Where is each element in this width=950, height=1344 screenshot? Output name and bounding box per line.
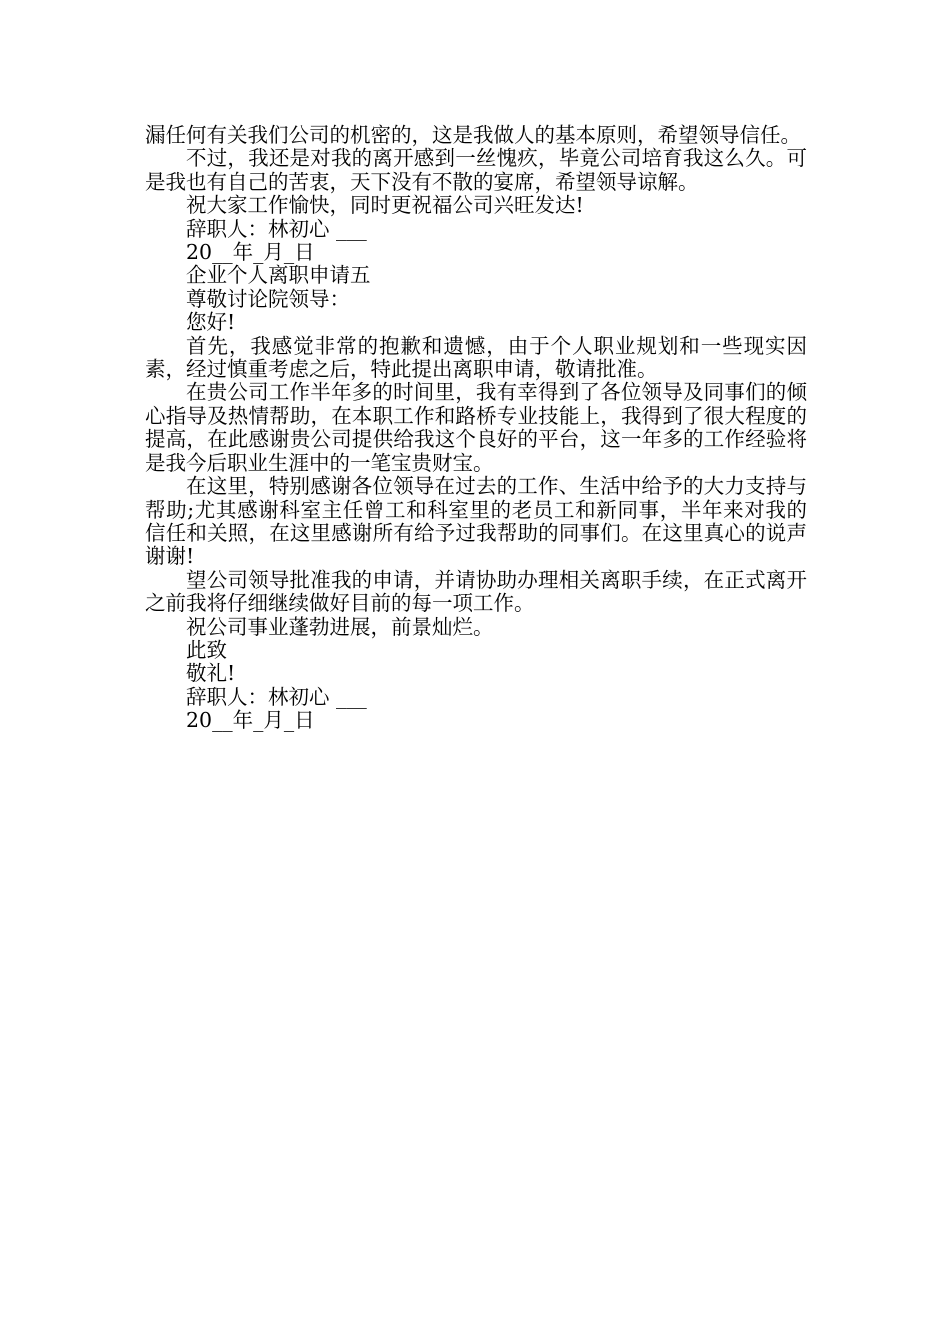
greeting: 您好! (186, 310, 236, 335)
paragraph-wishes-2: 祝公司事业蓬勃进展，前景灿烂。 (186, 614, 494, 639)
date-line-2: 20__年_月_日 (186, 708, 315, 733)
paragraph-request: 望公司领导批准我的申请，并请协助办理相关离职手续，在正式离开之前我将仔细继续做好目前的每一项工作。 (145, 567, 807, 616)
signature-line-1: 辞职人：林初心 ___ (186, 216, 367, 241)
paragraph-wishes-1: 祝大家工作愉快，同时更祝福公司兴旺发达! (186, 193, 584, 218)
paragraph-thanks: 在这里，特别感谢各位领导在过去的工作、生活中给予的大力支持与帮助;尤其感谢科室主任曾工和科室里的老员工和新同事，半年来对我的信任和关照，在这里感谢所有给予过我帮助的同事们。在这里真心的说声谢谢! (145, 474, 807, 569)
paragraph-confidentiality: 漏任何有关我们公司的机密的，这是我做人的基本原则，希望领导信任。 (145, 123, 801, 147)
paragraph-gratitude: 在贵公司工作半年多的时间里，我有幸得到了各位领导及同事们的倾心指导及热情帮助，在本职工作和路桥专业技能上，我得到了很大程度的提高，在此感谢贵公司提供给我这个良好的平台，这一年多的工作经验将是我今后职业生涯中的一笔宝贵财宝。 (145, 380, 807, 475)
date-line-1: 20__年_月_日 (186, 240, 315, 265)
closing-1: 此致 (186, 637, 227, 662)
paragraph-reason: 首先，我感觉非常的抱歉和遗憾，由于个人职业规划和一些现实因素，经过慎重考虑之后，特此提出离职申请，敬请批准。 (145, 333, 807, 382)
paragraph-apology: 不过，我还是对我的离开感到一丝愧疚，毕竟公司培育我这么久。可是我也有自己的苦衷，天下没有不散的宴席，希望领导谅解。 (145, 146, 807, 194)
section-title: 企业个人离职申请五 (186, 263, 371, 288)
salutation: 尊敬讨论院领导： (186, 286, 350, 311)
closing-2: 敬礼! (186, 661, 236, 686)
document-body (145, 124, 807, 733)
signature-line-2: 辞职人：林初心 ___ (186, 684, 367, 709)
